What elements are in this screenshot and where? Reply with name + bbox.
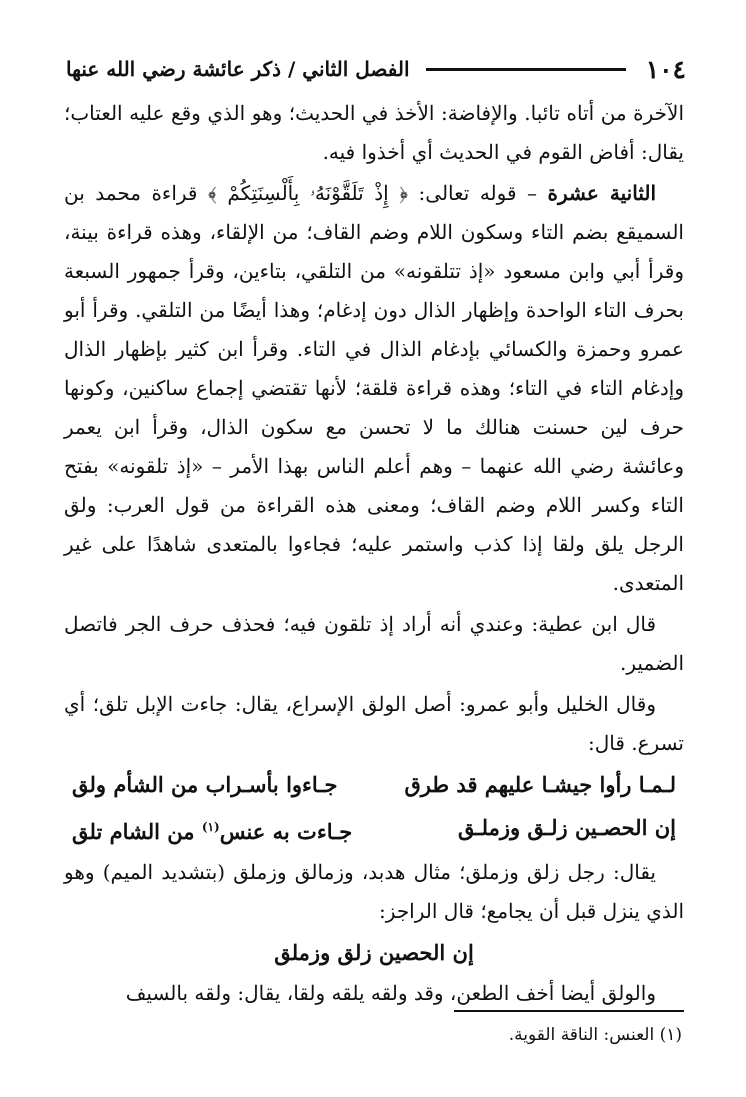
verse-1-second-hemistich: جـاءوا بأسـراب من الشأم ولق xyxy=(72,772,338,797)
verse-2-second-part-a: جـاءت به عنس xyxy=(219,819,353,844)
paragraph-3-text: قال ابن عطية: وعندي أنه أراد إذ تلقون فيه؛ فحذف حرف الجر فاتصل الضمير. xyxy=(64,612,684,675)
centered-verse: إن الحصين زلق وزملق xyxy=(274,940,474,965)
paragraph-1-text: الآخرة من أتاه تائبا. والإفاضة: الأخذ في الحديث؛ وهو الذي وقع عليه العتاب؛ يقال: أفاض القوم في الحديث أي أخذوا فيه. xyxy=(64,101,684,164)
paragraph-1 xyxy=(64,94,684,172)
verse-line-2 xyxy=(64,806,684,853)
paragraph-2-text: – قوله تعالى: ﴿ إِذْ تَلَقَّوْنَهُۥ بِأَلْسِنَتِكُمْ ﴾ قراءة محمد بن السميقع بضم التاء وسكون اللام وضم القاف؛ من الإلقاء، وهذه قراءة بينة، وقرأ أبي وابن مسعود «إذ تتلقونه» من التلقي، بتاءين، وقرأ جمهور السبعة بحرف التاء الواحدة وإظهار الذال دون إدغام؛ وهذا أيضًا من التلقي. وقرأ أبو عمرو وحمزة والكسائي بإدغام الذال في التاء. وقرأ ابن كثير بإظهار الذال وإدغام التاء في التاء؛ وهذه قراءة قلقة؛ لأنها تقتضي إجماع ساكنين، وكونها حرف لين حسنت هنالك ما لا تحسن مع سكون الذال، وقرأ ابن يعمر وعائشة رضي الله عنهما – وهم أعلم الناس بهذا الأمر – «إذ تلقونه» بفتح التاء وكسر اللام وضم القاف؛ ومعنى هذه القراءة من قول العرب: ولق الرجل يلق ولقا إذا كذب واستمر عليه؛ فجاءوا بالمتعدى شاهدًا على غير المتعدى. xyxy=(64,181,684,595)
verse-2-first-hemistich: إن الحصـين زلـق وزملـق xyxy=(457,815,676,840)
paragraph-5 xyxy=(64,853,684,931)
verse-2-second-hemistich xyxy=(72,806,352,853)
page-number: ١٠٤ xyxy=(645,54,686,84)
verse-1-first-hemistich: لـمـا رأوا جيشـا عليهم قد طرق xyxy=(404,772,676,797)
section-lead: الثانية عشرة xyxy=(547,181,656,205)
page-body xyxy=(64,94,684,1013)
paragraph-5-text: يقال: رجل زلق وزملق؛ مثال هدبد، وزمالق وزملق (بتشديد الميم) وهو الذي ينزل قبل أن يجامع؛ قال الراجز: xyxy=(64,860,684,923)
paragraph-4-text: وقال الخليل وأبو عمرو: أصل الولق الإسراع، يقال: جاءت الإبل تلق؛ أي تسرع. قال: xyxy=(64,692,684,755)
paragraph-4 xyxy=(64,685,684,763)
running-head: الفصل الثاني / ذكر عائشة رضي الله عنها xyxy=(66,57,410,81)
paragraph-6 xyxy=(64,974,684,1013)
footnote-rule xyxy=(454,1010,684,1012)
paragraph-2 xyxy=(64,174,684,603)
paragraph-6-text: والولق أيضا أخف الطعن، وقد ولقه يلقه ولقا، يقال: ولقه بالسيف xyxy=(125,981,656,1005)
verse-2-second-part-b: من الشام تلق xyxy=(72,819,202,844)
paragraph-3 xyxy=(64,605,684,683)
footnote: (١) العنس: الناقة القوية. xyxy=(508,1025,682,1045)
page-header xyxy=(66,52,686,86)
footnote-ref: (١) xyxy=(201,820,220,834)
verse-line-1 xyxy=(64,763,684,806)
header-rule xyxy=(426,68,626,71)
